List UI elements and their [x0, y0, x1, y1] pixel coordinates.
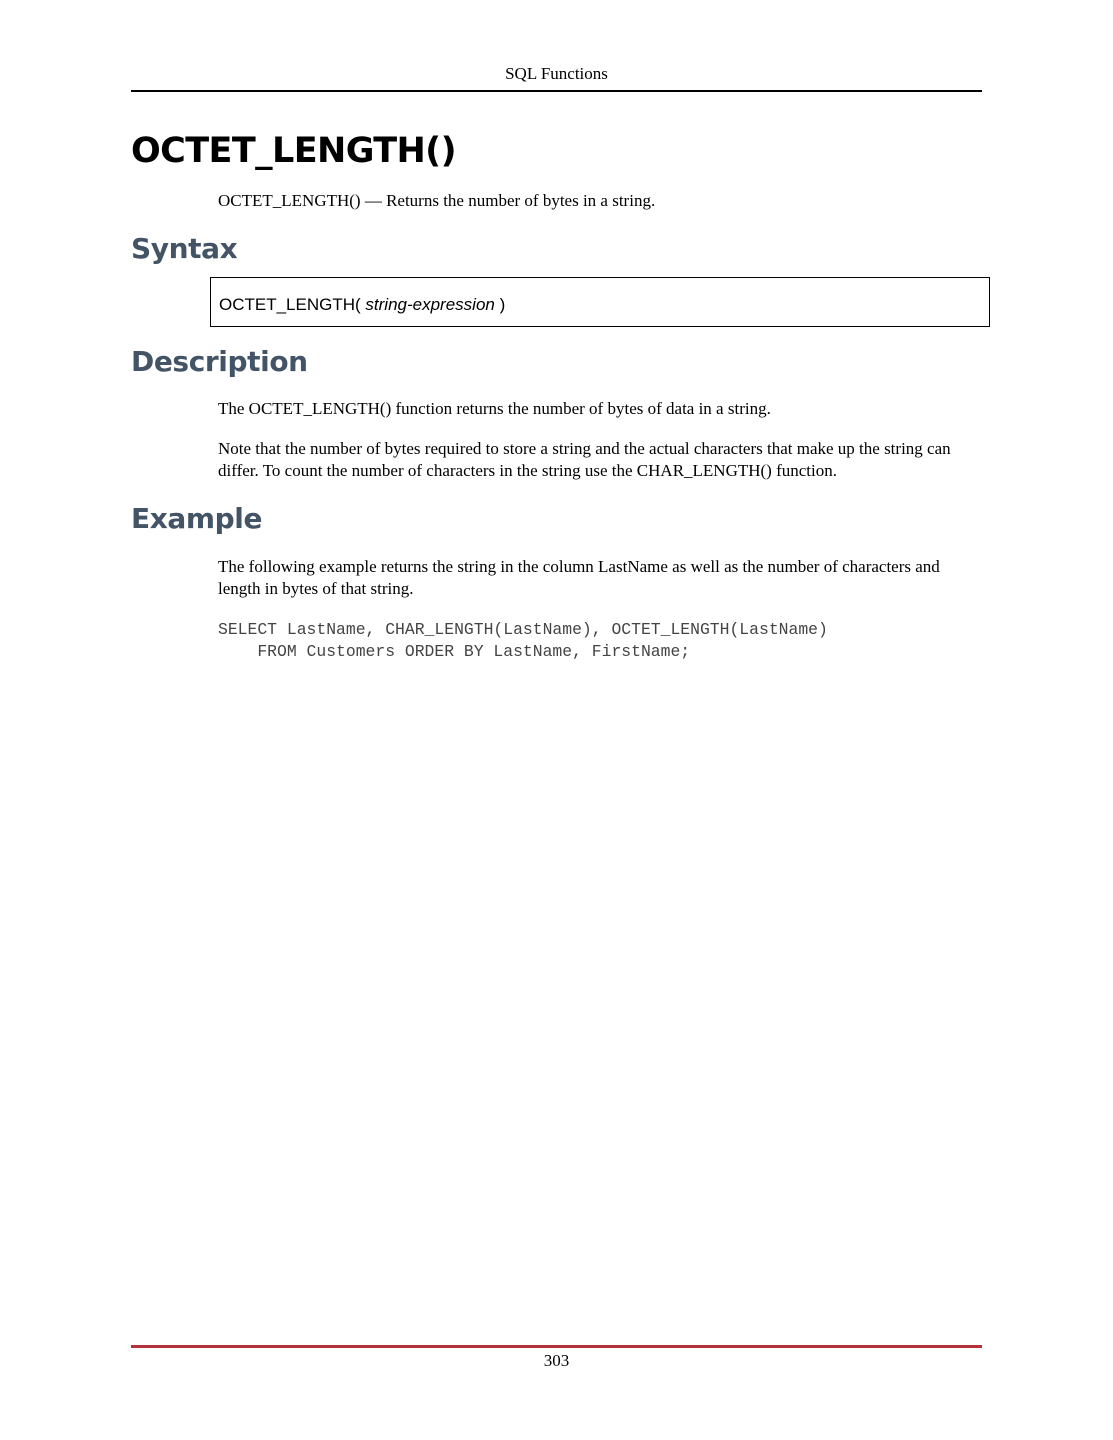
syntax-close-paren: )	[494, 295, 506, 314]
example-code-block	[218, 619, 828, 663]
syntax-parameter: string-expression	[365, 295, 495, 314]
syntax-synopsis	[219, 294, 505, 316]
syntax-heading: Syntax	[131, 232, 238, 265]
header-rule	[131, 90, 982, 92]
code-line-2: FROM Customers ORDER BY LastName, FirstName;	[218, 642, 691, 661]
running-header: SQL Functions	[505, 64, 608, 83]
syntax-function-name: OCTET_LENGTH(	[219, 295, 366, 314]
footer-rule	[131, 1345, 982, 1348]
page-title: OCTET_LENGTH()	[131, 131, 456, 171]
description-heading: Description	[131, 345, 308, 378]
description-paragraph-1: The OCTET_LENGTH() function returns the number of bytes of data in a string.	[218, 399, 771, 418]
refpurpose-text: OCTET_LENGTH() — Returns the number of bytes in a string.	[218, 191, 656, 210]
description-paragraph-2: Note that the number of bytes required to store a string and the actual characters that make up the string can differ. To count the number of characters in the string use the CHAR_LENGTH() function.	[218, 439, 951, 480]
example-intro-paragraph: The following example returns the string in the column LastName as well as the number of characters and length in bytes of that string.	[218, 557, 940, 598]
example-heading: Example	[131, 502, 263, 535]
page-number: 303	[543, 1351, 570, 1370]
syntax-box	[210, 277, 990, 327]
code-line-1: SELECT LastName, CHAR_LENGTH(LastName), OCTET_LENGTH(LastName)	[218, 620, 828, 639]
